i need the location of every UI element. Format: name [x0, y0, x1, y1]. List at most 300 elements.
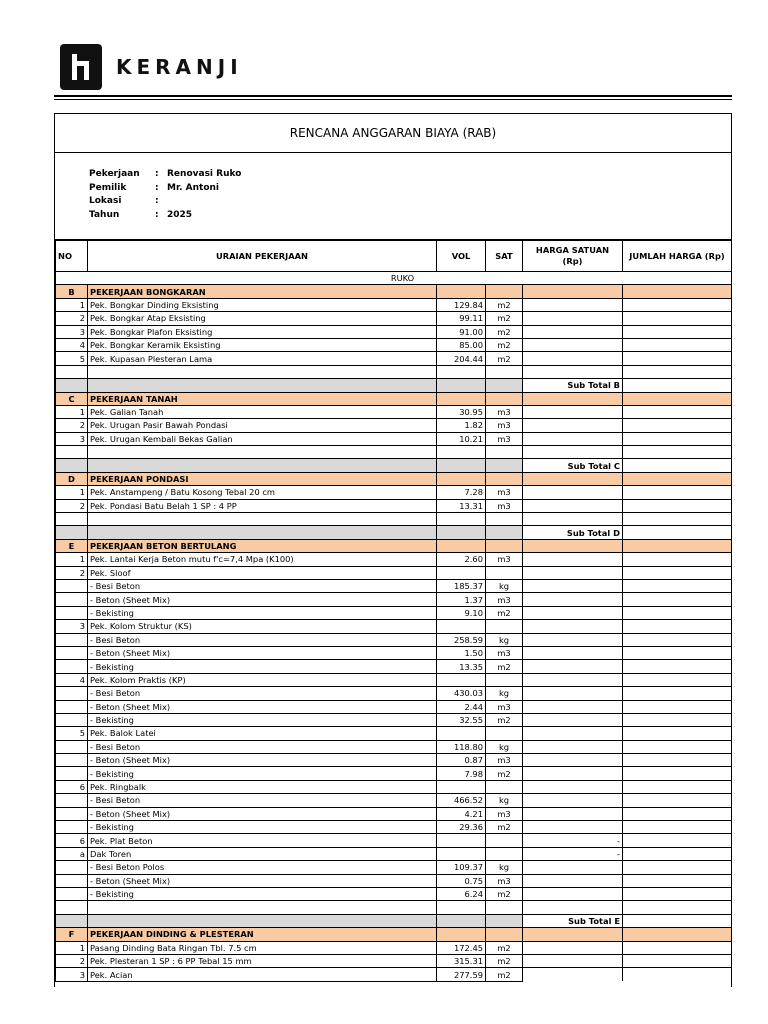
table-row [56, 606, 732, 619]
item-harga [523, 298, 623, 311]
item-vol: 1.82 [437, 419, 486, 432]
item-harga [523, 740, 623, 753]
sat-cell [486, 365, 523, 378]
info-row-lokasi: Lokasi : [89, 196, 731, 210]
group-row [56, 272, 732, 285]
item-no [56, 874, 88, 887]
item-harga [523, 660, 623, 673]
item-vol: 185.37 [437, 579, 486, 592]
item-harga [523, 754, 623, 767]
item-jumlah [623, 700, 732, 713]
item-jumlah [623, 887, 732, 900]
item-desc: Pasang Dinding Bata Ringan Tbl. 7.5 cm [88, 941, 437, 954]
item-no: 3 [56, 432, 88, 445]
item-harga: - [523, 847, 623, 860]
item-desc: - Beton (Sheet Mix) [88, 754, 437, 767]
item-vol [437, 847, 486, 860]
item-sat [486, 780, 523, 793]
item-sat: m3 [486, 419, 523, 432]
item-sat: kg [486, 579, 523, 592]
item-sat: m3 [486, 646, 523, 659]
blank-row [56, 513, 732, 526]
table-row [56, 338, 732, 351]
item-vol: 91.00 [437, 325, 486, 338]
section-code: E [56, 539, 88, 552]
table-row [56, 754, 732, 767]
item-no [56, 579, 88, 592]
company-logo [60, 44, 243, 90]
item-jumlah [623, 834, 732, 847]
item-no: a [56, 847, 88, 860]
subtotal-value [623, 914, 732, 927]
table-row [56, 807, 732, 820]
item-desc: - Beton (Sheet Mix) [88, 593, 437, 606]
item-vol: 7.98 [437, 767, 486, 780]
item-jumlah [623, 754, 732, 767]
table-row [56, 713, 732, 726]
item-harga [523, 821, 623, 834]
section-row [56, 472, 732, 485]
harga-cell [523, 513, 623, 526]
item-desc: Pek. Urugan Kembali Bekas Galian [88, 432, 437, 445]
section-title: PEKERJAAN BETON BERTULANG [88, 539, 437, 552]
item-sat: kg [486, 740, 523, 753]
table-row [56, 553, 732, 566]
jumlah-cell [623, 928, 732, 941]
item-vol [437, 834, 486, 847]
subtotal-label: Sub Total B [523, 379, 623, 392]
item-sat: m3 [486, 874, 523, 887]
item-vol: 1.50 [437, 646, 486, 659]
subtotal-row [56, 379, 732, 392]
table-row [56, 325, 732, 338]
item-vol [437, 620, 486, 633]
item-harga [523, 499, 623, 512]
item-vol [437, 673, 486, 686]
table-row [56, 727, 732, 740]
subtotal-value [623, 526, 732, 539]
col-header-jumlah: JUMLAH HARGA (Rp) [623, 241, 732, 272]
item-sat: m3 [486, 553, 523, 566]
item-vol: 30.95 [437, 405, 486, 418]
section-code: B [56, 285, 88, 298]
harga-cell [523, 928, 623, 941]
jumlah-cell [623, 539, 732, 552]
item-harga [523, 767, 623, 780]
item-harga [523, 352, 623, 365]
item-jumlah [623, 673, 732, 686]
table-row [56, 968, 732, 981]
harga-cell [523, 365, 623, 378]
item-vol: 29.36 [437, 821, 486, 834]
vol-cell [437, 379, 486, 392]
jumlah-cell [623, 513, 732, 526]
item-jumlah [623, 941, 732, 954]
sat-cell [486, 901, 523, 914]
section-title: PEKERJAAN DINDING & PLESTERAN [88, 928, 437, 941]
item-jumlah [623, 499, 732, 512]
item-no [56, 633, 88, 646]
table-row [56, 499, 732, 512]
item-no: 6 [56, 834, 88, 847]
vol-cell [437, 365, 486, 378]
no-cell [56, 526, 88, 539]
item-no: 2 [56, 566, 88, 579]
item-sat [486, 847, 523, 860]
table-row [56, 405, 732, 418]
table-row [56, 941, 732, 954]
col-header-no: NO [56, 241, 88, 272]
item-no: 1 [56, 941, 88, 954]
item-no: 5 [56, 727, 88, 740]
item-harga [523, 553, 623, 566]
subtotal-label: Sub Total D [523, 526, 623, 539]
item-vol [437, 727, 486, 740]
item-desc: Pek. Anstampeng / Batu Kosong Tebal 20 cm [88, 486, 437, 499]
document-title: RENCANA ANGGARAN BIAYA (RAB) [55, 114, 731, 153]
item-vol [437, 566, 486, 579]
item-harga [523, 968, 623, 981]
jumlah-cell [623, 446, 732, 459]
item-vol: 9.10 [437, 606, 486, 619]
item-harga [523, 727, 623, 740]
no-cell [56, 513, 88, 526]
item-sat: m3 [486, 499, 523, 512]
no-cell [56, 365, 88, 378]
jumlah-cell [623, 901, 732, 914]
item-jumlah [623, 620, 732, 633]
item-vol: 430.03 [437, 687, 486, 700]
item-sat: m2 [486, 968, 523, 981]
item-sat: m2 [486, 352, 523, 365]
item-jumlah [623, 713, 732, 726]
section-title: PEKERJAAN BONGKARAN [88, 285, 437, 298]
item-sat: m2 [486, 606, 523, 619]
item-no [56, 646, 88, 659]
table-row [56, 352, 732, 365]
rab-document [54, 113, 732, 987]
col-header-uraian: URAIAN PEKERJAAN [88, 241, 437, 272]
info-value: Renovasi Ruko [167, 169, 242, 179]
desc-cell [88, 914, 437, 927]
desc-cell [88, 513, 437, 526]
desc-cell [88, 526, 437, 539]
item-jumlah [623, 486, 732, 499]
item-sat: kg [486, 794, 523, 807]
item-desc: Pek. Bongkar Dinding Eksisting [88, 298, 437, 311]
item-desc: - Besi Beton [88, 740, 437, 753]
table-row [56, 954, 732, 967]
item-jumlah [623, 405, 732, 418]
table-row [56, 834, 732, 847]
item-desc: - Beton (Sheet Mix) [88, 700, 437, 713]
header-rule [54, 95, 732, 97]
col-header-sat: SAT [486, 241, 523, 272]
item-harga: - [523, 834, 623, 847]
item-harga [523, 405, 623, 418]
item-no [56, 593, 88, 606]
desc-cell [88, 365, 437, 378]
item-jumlah [623, 553, 732, 566]
item-jumlah [623, 419, 732, 432]
col-header-harga: HARGA SATUAN (Rp) [523, 241, 623, 272]
desc-cell [88, 379, 437, 392]
item-vol: 109.37 [437, 861, 486, 874]
item-desc: Pek. Balok Latei [88, 727, 437, 740]
item-vol: 258.59 [437, 633, 486, 646]
item-vol: 277.59 [437, 968, 486, 981]
table-row [56, 566, 732, 579]
item-jumlah [623, 968, 732, 981]
project-info [55, 153, 731, 240]
item-no: 2 [56, 312, 88, 325]
vol-cell [437, 459, 486, 472]
item-harga [523, 954, 623, 967]
sat-cell [486, 392, 523, 405]
table-row [56, 794, 732, 807]
item-sat: m2 [486, 954, 523, 967]
item-desc: - Bekisting [88, 887, 437, 900]
table-row [56, 633, 732, 646]
item-no: 1 [56, 405, 88, 418]
table-row [56, 646, 732, 659]
item-sat: m2 [486, 767, 523, 780]
item-harga [523, 579, 623, 592]
item-jumlah [623, 861, 732, 874]
item-desc: - Beton (Sheet Mix) [88, 646, 437, 659]
item-desc: Pek. Plat Beton [88, 834, 437, 847]
sat-cell [486, 914, 523, 927]
item-desc: Pek. Kolom Praktis (KP) [88, 673, 437, 686]
item-no [56, 794, 88, 807]
item-jumlah [623, 338, 732, 351]
item-jumlah [623, 646, 732, 659]
item-vol: 6.24 [437, 887, 486, 900]
blank-row [56, 365, 732, 378]
item-vol: 2.60 [437, 553, 486, 566]
item-vol: 129.84 [437, 298, 486, 311]
item-no [56, 660, 88, 673]
table-row [56, 660, 732, 673]
item-vol: 7.28 [437, 486, 486, 499]
item-desc: Dak Toren [88, 847, 437, 860]
item-no: 5 [56, 352, 88, 365]
desc-cell [88, 459, 437, 472]
table-header [56, 241, 732, 272]
item-sat: m3 [486, 593, 523, 606]
item-jumlah [623, 298, 732, 311]
item-sat [486, 566, 523, 579]
item-jumlah [623, 352, 732, 365]
item-sat: m3 [486, 432, 523, 445]
item-desc: - Bekisting [88, 821, 437, 834]
item-desc: - Besi Beton [88, 687, 437, 700]
item-desc: - Bekisting [88, 660, 437, 673]
jumlah-cell [623, 392, 732, 405]
item-desc: - Bekisting [88, 713, 437, 726]
item-harga [523, 566, 623, 579]
info-key: Pekerjaan [89, 169, 140, 179]
vol-cell [437, 285, 486, 298]
jumlah-cell [623, 365, 732, 378]
item-vol [437, 780, 486, 793]
item-vol: 85.00 [437, 338, 486, 351]
sat-cell [486, 459, 523, 472]
item-harga [523, 486, 623, 499]
item-no: 2 [56, 499, 88, 512]
item-harga [523, 687, 623, 700]
item-no [56, 754, 88, 767]
table-row [56, 419, 732, 432]
desc-cell [88, 901, 437, 914]
item-harga [523, 874, 623, 887]
table-row [56, 700, 732, 713]
info-row-tahun: Tahun : 2025 [89, 210, 731, 224]
vol-cell [437, 392, 486, 405]
item-desc: Pek. Bongkar Plafon Eksisting [88, 325, 437, 338]
item-desc: - Besi Beton [88, 633, 437, 646]
vol-cell [437, 539, 486, 552]
item-no: 4 [56, 673, 88, 686]
item-desc: Pek. Galian Tanah [88, 405, 437, 418]
item-harga [523, 312, 623, 325]
item-no [56, 821, 88, 834]
item-vol: 13.35 [437, 660, 486, 673]
vol-cell [437, 446, 486, 459]
item-no: 3 [56, 325, 88, 338]
item-vol: 32.55 [437, 713, 486, 726]
group-label: RUKO [56, 272, 732, 285]
item-no: 3 [56, 968, 88, 981]
table-row [56, 821, 732, 834]
sat-cell [486, 285, 523, 298]
item-no: 6 [56, 780, 88, 793]
harga-cell [523, 901, 623, 914]
harga-cell [523, 446, 623, 459]
harga-cell [523, 392, 623, 405]
table-row [56, 673, 732, 686]
item-desc: - Besi Beton [88, 579, 437, 592]
sat-cell [486, 446, 523, 459]
item-vol: 4.21 [437, 807, 486, 820]
table-row [56, 780, 732, 793]
sat-cell [486, 539, 523, 552]
item-desc: Pek. Plesteran 1 SP : 6 PP Tebal 15 mm [88, 954, 437, 967]
item-harga [523, 593, 623, 606]
subtotal-label: Sub Total E [523, 914, 623, 927]
no-cell [56, 901, 88, 914]
table-row [56, 593, 732, 606]
item-jumlah [623, 821, 732, 834]
item-no: 2 [56, 419, 88, 432]
item-harga [523, 887, 623, 900]
item-no: 4 [56, 338, 88, 351]
item-sat: kg [486, 633, 523, 646]
item-sat: m2 [486, 338, 523, 351]
item-jumlah [623, 874, 732, 887]
item-jumlah [623, 606, 732, 619]
item-harga [523, 713, 623, 726]
item-harga [523, 633, 623, 646]
item-no [56, 887, 88, 900]
no-cell [56, 914, 88, 927]
subtotal-label: Sub Total C [523, 459, 623, 472]
item-sat: m2 [486, 713, 523, 726]
item-jumlah [623, 432, 732, 445]
item-sat: m3 [486, 807, 523, 820]
item-jumlah [623, 740, 732, 753]
section-title: PEKERJAAN PONDASI [88, 472, 437, 485]
table-row [56, 687, 732, 700]
item-jumlah [623, 954, 732, 967]
item-jumlah [623, 660, 732, 673]
item-jumlah [623, 780, 732, 793]
item-desc: Pek. Sloof [88, 566, 437, 579]
table-row [56, 620, 732, 633]
item-sat: m3 [486, 754, 523, 767]
item-desc: - Beton (Sheet Mix) [88, 807, 437, 820]
item-sat: m2 [486, 660, 523, 673]
info-row-pemilik: Pemilik : Mr. Antoni [89, 183, 731, 197]
section-code: C [56, 392, 88, 405]
vol-cell [437, 513, 486, 526]
info-value: 2025 [167, 209, 193, 220]
vol-cell [437, 526, 486, 539]
item-no: 2 [56, 954, 88, 967]
col-header-vol: VOL [437, 241, 486, 272]
item-vol: 2.44 [437, 700, 486, 713]
item-sat: m2 [486, 821, 523, 834]
item-vol: 466.52 [437, 794, 486, 807]
sat-cell [486, 513, 523, 526]
info-key: Pemilik [89, 182, 127, 193]
item-desc: Pek. Bongkar Atap Eksisting [88, 312, 437, 325]
item-no: 1 [56, 553, 88, 566]
item-harga [523, 861, 623, 874]
item-harga [523, 794, 623, 807]
item-sat: m2 [486, 887, 523, 900]
item-sat [486, 673, 523, 686]
item-sat: m2 [486, 325, 523, 338]
item-desc: - Beton (Sheet Mix) [88, 874, 437, 887]
item-sat: m2 [486, 298, 523, 311]
vol-cell [437, 914, 486, 927]
item-desc: Pek. Kolom Struktur (KS) [88, 620, 437, 633]
vol-cell [437, 928, 486, 941]
item-harga [523, 325, 623, 338]
item-harga [523, 606, 623, 619]
table-row [56, 874, 732, 887]
item-jumlah [623, 727, 732, 740]
harga-cell [523, 285, 623, 298]
item-vol: 13.31 [437, 499, 486, 512]
item-vol: 99.11 [437, 312, 486, 325]
item-vol: 204.44 [437, 352, 486, 365]
no-cell [56, 459, 88, 472]
table-row [56, 432, 732, 445]
subtotal-value [623, 459, 732, 472]
item-vol: 118.80 [437, 740, 486, 753]
section-row [56, 928, 732, 941]
item-sat: m3 [486, 405, 523, 418]
desc-cell [88, 446, 437, 459]
item-desc: Pek. Pondasi Batu Belah 1 SP : 4 PP [88, 499, 437, 512]
subtotal-row [56, 914, 732, 927]
table-row [56, 579, 732, 592]
item-desc: - Bekisting [88, 606, 437, 619]
item-desc: - Besi Beton Polos [88, 861, 437, 874]
info-row-pekerjaan: Pekerjaan : Renovasi Ruko [89, 169, 731, 183]
